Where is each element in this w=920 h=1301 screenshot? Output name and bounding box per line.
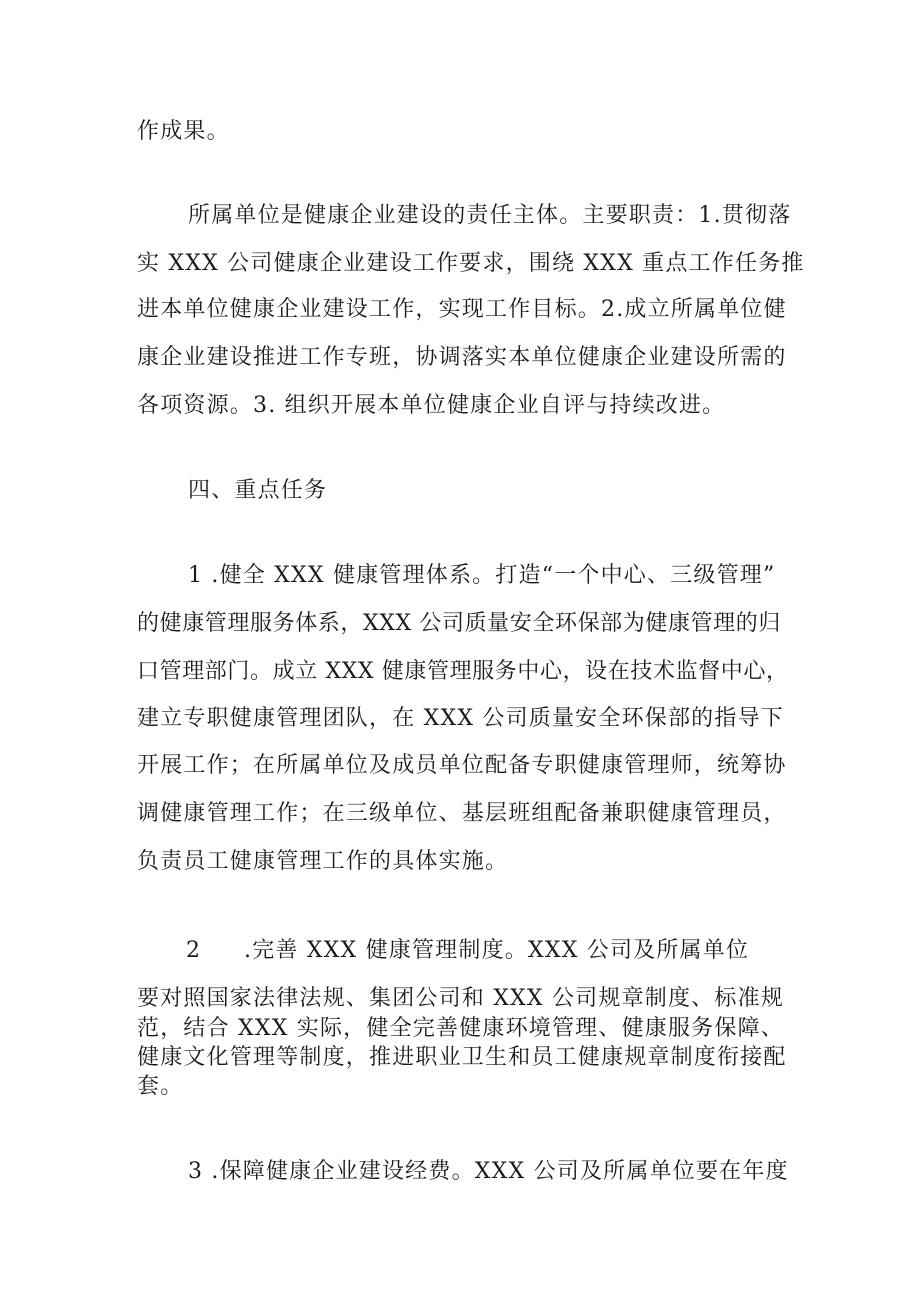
task2-number: 2 xyxy=(186,938,200,963)
task1-line-2: 的健康管理服务体系，XXX 公司质量安全环保部为健康管理的归 xyxy=(137,611,781,636)
task2-line-2: 要对照国家法律法规、集团公司和 XXX 公司规章制度、标准规 xyxy=(137,986,784,1011)
paragraph-responsibility-line-1: 所属单位是健康企业建设的责任主体。主要职责：1.贯彻落 xyxy=(188,203,792,228)
task2-line-1: .完善 XXX 健康管理制度。XXX 公司及所属单位 xyxy=(244,938,750,963)
task1-line-5: 开展工作；在所属单位及成员单位配备专职健康管理师，统筹协 xyxy=(137,753,787,778)
paragraph-continuation-line: 作成果。 xyxy=(137,119,230,144)
task1-line-4: 建立专职健康管理团队，在 XXX 公司质量安全环保部的指导下 xyxy=(137,706,784,731)
task2-line-5: 套。 xyxy=(137,1074,184,1099)
paragraph-responsibility-line-5: 各项资源。3. 组织开展本单位健康企业自评与持续改进。 xyxy=(137,393,726,418)
task1-line-3: 口管理部门。成立 XXX 健康管理服务中心，设在技术监督中心， xyxy=(137,659,789,684)
task1-line-6: 调健康管理工作；在三级单位、基层班组配备兼职健康管理员， xyxy=(137,801,787,826)
task2-line-4: 健康文化管理等制度，推进职业卫生和员工健康规章制度衔接配 xyxy=(137,1045,787,1070)
paragraph-responsibility-line-4: 康企业建设推进工作专班，协调落实本单位健康企业建设所需的 xyxy=(137,345,787,370)
task1-line-1: 1 .健全 XXX 健康管理体系。打造“一个中心、三级管理” xyxy=(188,563,776,588)
paragraph-responsibility-line-3: 进本单位健康企业建设工作，实现工作目标。2.成立所属单位健 xyxy=(137,297,787,322)
task2-line-3: 范，结合 XXX 实际，健全完善健康环境管理、健康服务保障、 xyxy=(137,1016,784,1041)
task3-line-1: 3 .保障健康企业建设经费。XXX 公司及所属单位要在年度 xyxy=(188,1159,789,1184)
task1-line-7: 负责员工健康管理工作的具体实施。 xyxy=(137,849,509,874)
section-heading: 四、重点任务 xyxy=(188,478,328,503)
paragraph-responsibility-line-2: 实 XXX 公司健康企业建设工作要求，围绕 XXX 重点工作任务推 xyxy=(137,251,805,276)
